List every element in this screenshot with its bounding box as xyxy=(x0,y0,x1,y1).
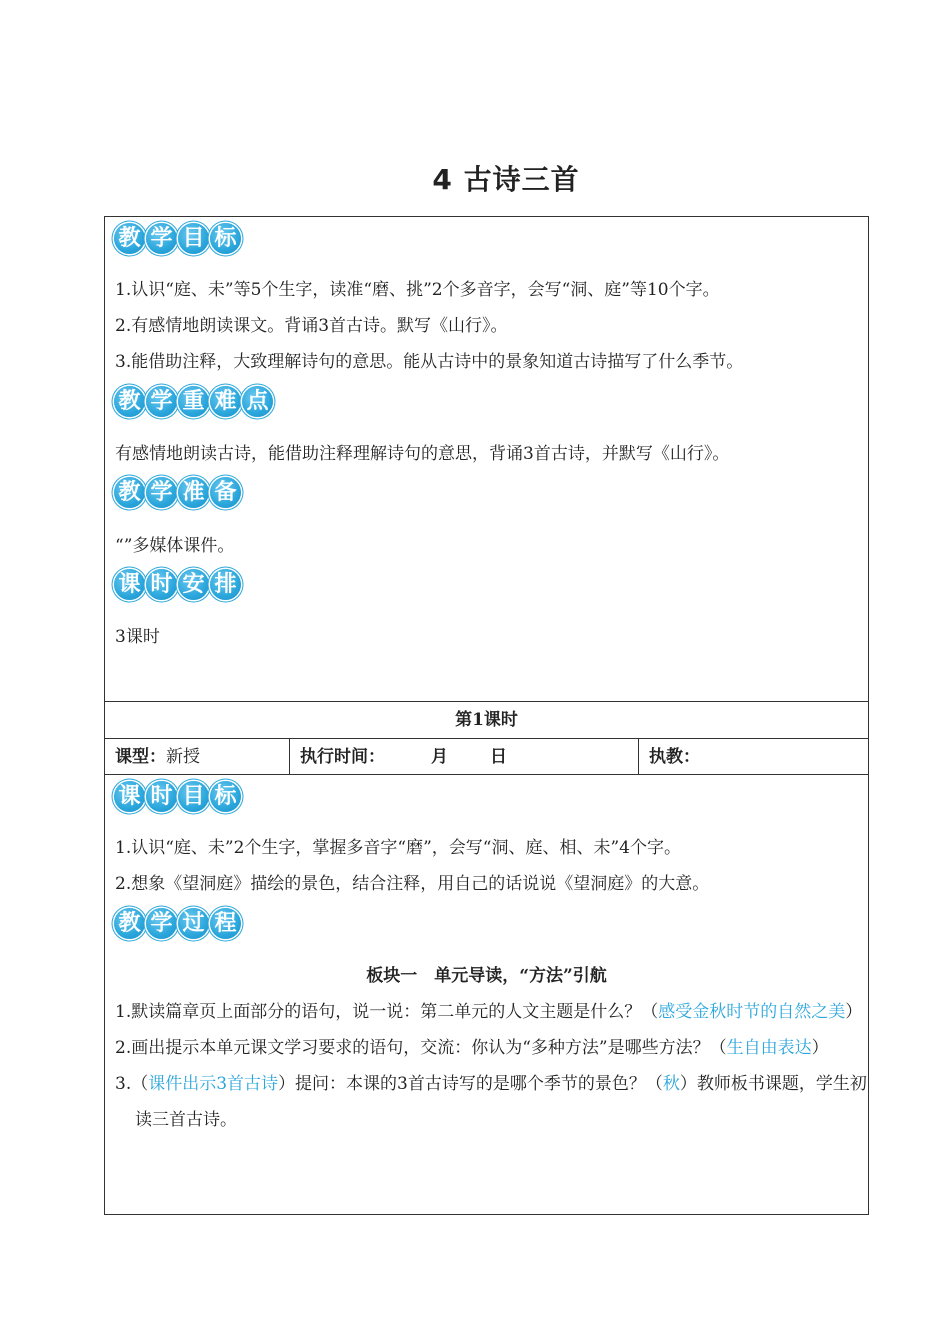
badge-char: 学 xyxy=(146,223,177,254)
badge-char: 点 xyxy=(242,386,273,417)
badge-char: 学 xyxy=(146,386,177,417)
badge-char: 时 xyxy=(146,781,177,812)
badge-char: 重 xyxy=(178,386,209,417)
step-2-answer: 生自由表达 xyxy=(726,1038,812,1058)
lesson-heading-row xyxy=(105,702,868,739)
lesson-time-label: 执行时间： xyxy=(300,747,385,767)
step-1 xyxy=(115,994,880,1030)
goal-1: 1.认识“庭、未”等5个生字，读准“磨、挑”2个多音字，会写“洞、庭”等10个字。 xyxy=(115,280,720,300)
step-3-answer: 秋 xyxy=(662,1074,680,1094)
step-2 xyxy=(115,1030,880,1066)
step-1-text: 1.默读篇章页上面部分的语句，说一说：第二单元的人文主题是什么？（ xyxy=(115,1002,659,1022)
goal-2: 2.有感情地朗读课文。背诵3首古诗。默写《山行》。 xyxy=(115,316,508,336)
badge-char: 备 xyxy=(210,477,241,508)
lesson-teacher-cell xyxy=(639,739,868,774)
lesson-type-cell xyxy=(105,739,290,774)
badge-preparation xyxy=(114,474,868,510)
page-title: 4 古诗三首 xyxy=(432,163,580,196)
badge-char: 教 xyxy=(114,908,145,939)
badge-char: 过 xyxy=(178,908,209,939)
badge-char: 时 xyxy=(146,569,177,600)
badge-char: 目 xyxy=(178,781,209,812)
badge-char: 课 xyxy=(114,569,145,600)
step-2-text: 2.画出提示本单元课文学习要求的语句，交流：你认为“多种方法”是哪些方法？（ xyxy=(115,1038,727,1058)
badge-char: 教 xyxy=(114,223,145,254)
preparation-text: “”多媒体课件。 xyxy=(115,536,235,556)
badge-char: 目 xyxy=(178,223,209,254)
step-1-answer: 感受金秋时节的自然之美 xyxy=(658,1002,846,1022)
step-1-close: ） xyxy=(845,1002,863,1022)
step-3-close: ）教师板书课题，学生初读三首古诗。 xyxy=(135,1074,867,1130)
step-3-courseware: 课件出示3首古诗 xyxy=(148,1074,279,1094)
lesson-teacher-label: 执教： xyxy=(649,747,700,767)
step-2-close: ） xyxy=(811,1038,829,1058)
badge-teaching-process xyxy=(114,905,868,941)
lesson-plan-table xyxy=(104,216,869,1215)
badge-char: 难 xyxy=(210,386,241,417)
key-points-text: 有感情地朗读古诗，能借助注释理解诗句的意思，背诵3首古诗，并默写《山行》。 xyxy=(115,444,730,464)
overview-section xyxy=(105,220,868,702)
step-3-question: ）提问：本课的3首古诗写的是哪个季节的景色？（ xyxy=(278,1074,663,1094)
badge-char: 学 xyxy=(146,908,177,939)
badge-char: 准 xyxy=(178,477,209,508)
badge-lesson-goals xyxy=(114,778,868,814)
badge-schedule xyxy=(114,566,868,602)
lesson-heading: 第1课时 xyxy=(455,710,518,730)
lesson-type-value: 新授 xyxy=(166,747,200,767)
badge-char: 标 xyxy=(210,223,241,254)
block1-title: 板块一 单元导读，“方法”引航 xyxy=(366,966,607,986)
lesson-meta-row xyxy=(105,739,868,775)
badge-char: 教 xyxy=(114,477,145,508)
badge-char: 课 xyxy=(114,781,145,812)
badge-char: 安 xyxy=(178,569,209,600)
lesson-goal-2: 2.想象《望洞庭》描绘的景色，结合注释，用自己的话说说《望洞庭》的大意。 xyxy=(115,874,710,894)
lesson-time-cell xyxy=(290,739,639,774)
badge-key-points xyxy=(114,383,868,419)
step-3-text: 3.（ xyxy=(115,1074,149,1094)
badge-teaching-goals xyxy=(114,220,868,256)
badge-char: 程 xyxy=(210,908,241,939)
lesson-type-label: 课型： xyxy=(115,747,166,767)
badge-char: 排 xyxy=(210,569,241,600)
badge-char: 学 xyxy=(146,477,177,508)
lesson-goal-1: 1.认识“庭、未”2个生字，掌握多音字“磨”，会写“洞、庭、相、未”4个字。 xyxy=(115,838,681,858)
lesson-day: 日 xyxy=(490,747,507,767)
lesson-body-section xyxy=(105,778,868,1214)
badge-char: 教 xyxy=(114,386,145,417)
lesson-month: 月 xyxy=(431,747,448,767)
schedule-text: 3课时 xyxy=(115,627,160,647)
goal-3: 3.能借助注释，大致理解诗句的意思。能从古诗中的景象知道古诗描写了什么季节。 xyxy=(115,352,744,372)
step-3 xyxy=(115,1066,880,1138)
badge-char: 标 xyxy=(210,781,241,812)
